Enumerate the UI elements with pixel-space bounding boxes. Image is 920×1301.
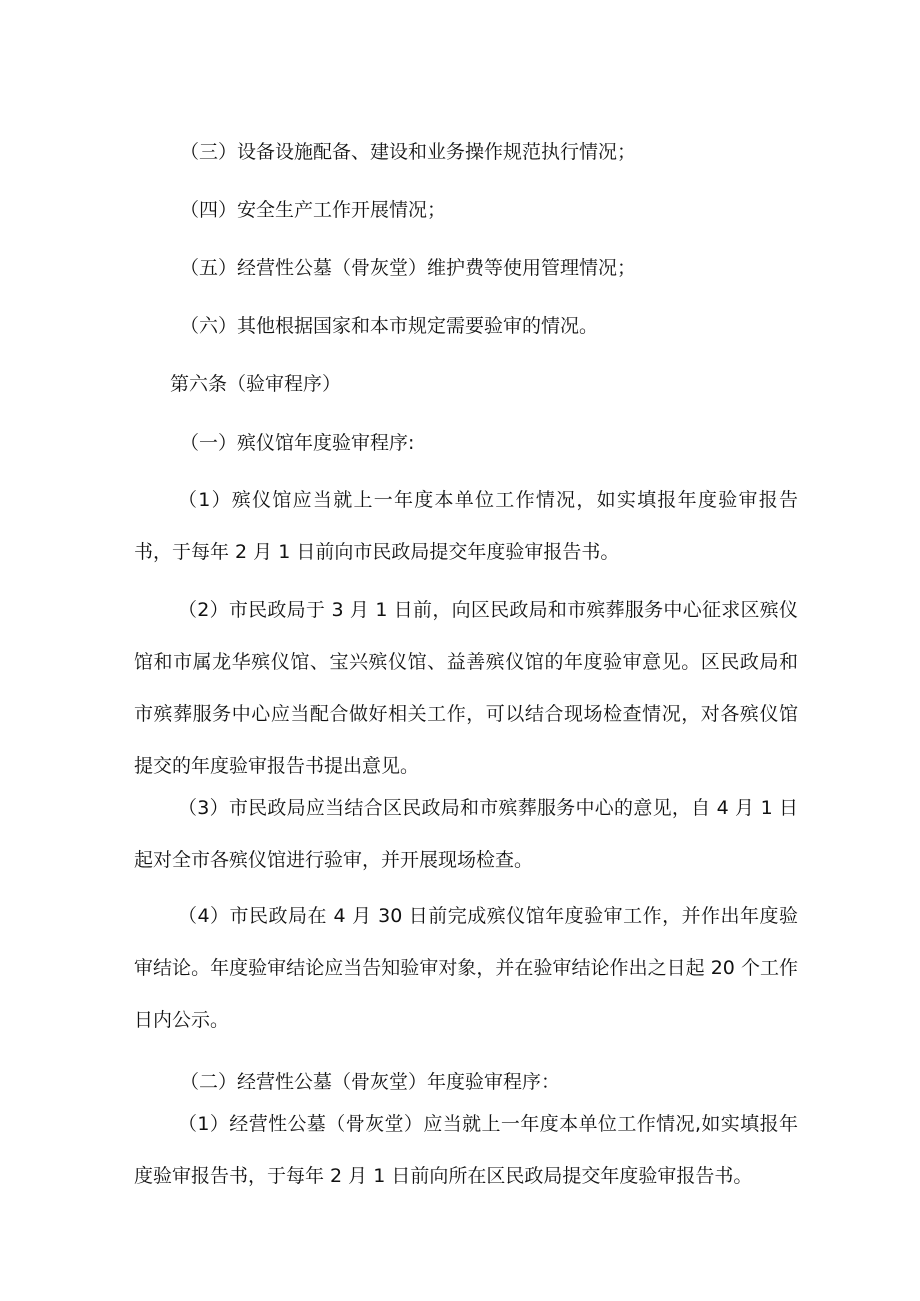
section-1-heading: （一）殡仪馆年度验审程序: [180,432,415,454]
list-item-6: （六）其他根据国家和本市规定需要验审的情况。 [180,315,599,337]
section-1-paragraph-1: （1）殡仪馆应当就上一年度本单位工作情况，如实填报年度验审报告书，于每年 2 月 1 日前向市民政局提交年度验审报告书。 [134,489,798,563]
list-item-4: （四）安全生产工作开展情况； [180,199,447,221]
section-1-paragraph-4: （4）市民政局在 4 月 30 日前完成殡仪馆年度验审工作，并作出年度验审结论。年度验审结论应当告知验审对象，并在验审结论作出之日起 20 个工作日内公示。 [134,905,798,1031]
section-2-heading: （二）经营性公墓（骨灰堂）年度验审程序： [180,1071,561,1093]
section-1-paragraph-3: （3）市民政局应当结合区民政局和市殡葬服务中心的意见，自 4 月 1 日起对全市各殡仪馆进行验审，并开展现场检查。 [134,797,798,871]
list-item-5: （五）经营性公墓（骨灰堂）维护费等使用管理情况； [180,257,637,279]
section-1-paragraph-2: （2）市民政局于 3 月 1 日前，向区民政局和市殡葬服务中心征求区殡仪馆和市属龙华殡仪馆、宝兴殡仪馆、益善殡仪馆的年度验审意见。区民政局和市殡葬服务中心应当配合做好相关工作，可以结合现场检查情况，对各殡仪馆提交的年度验审报告书提出意见。 [134,599,798,777]
article-heading: 第六条（验审程序） [170,373,342,395]
list-item-3: （三）设备设施配备、建设和业务操作规范执行情况； [180,141,637,163]
section-2-paragraph-1: （1）经营性公墓（骨灰堂）应当就上一年度本单位工作情况,如实填报年度验审报告书，于每年 2 月 1 日前向所在区民政局提交年度验审报告书。 [134,1113,798,1187]
